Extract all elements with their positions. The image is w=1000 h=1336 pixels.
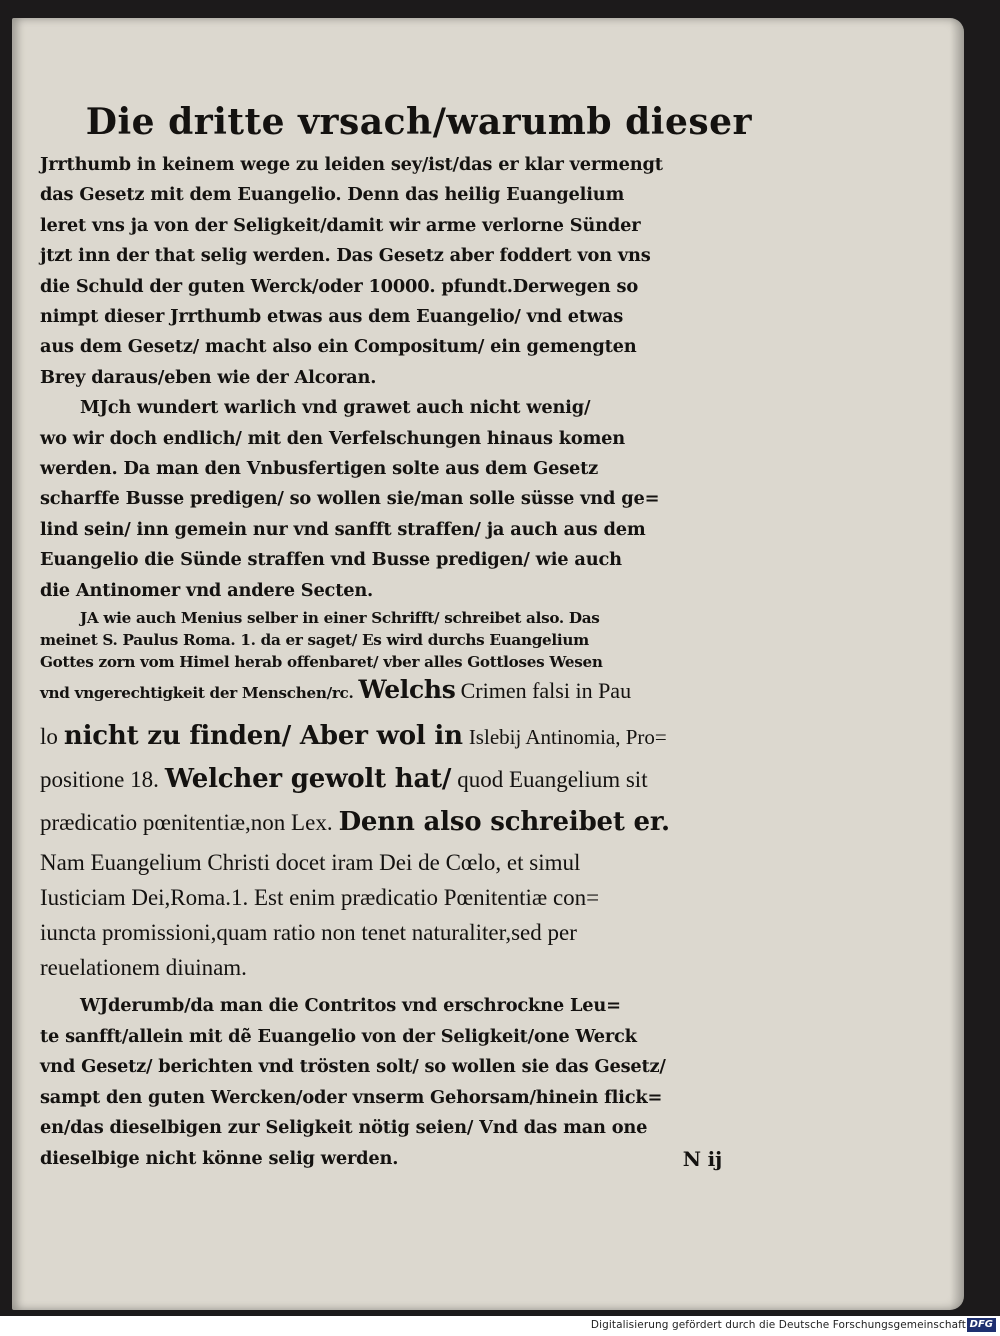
quotation-block [40,608,752,710]
dfg-logo: DFG [967,1318,996,1332]
latin-text: quod Euangelium sit [457,767,648,793]
latin-text: lo [40,724,58,750]
latin-text: Islebij Antinomia, Pro= [468,725,667,750]
text-line: die Schuld der guten Werck/oder 10000. pfundt.Derwegen so [40,275,638,297]
fraktur-text: Welcher gewolt hat/ [164,764,452,795]
text-line: MJch wundert warlich vnd grawet auch nicht wenig/ [80,397,591,419]
paragraph-3 [40,991,752,1173]
mixed-language-block [40,716,752,985]
inline-fraktur-word: Welchs [358,675,456,705]
quotation-line: meinet S. Paulus Roma. 1. da er saget/ Es wird durchs Euangelium [40,630,589,649]
fraktur-text: Denn also schreibet er. [338,807,670,838]
quotation-line-text: vnd vngerechtigkeit der Menschen/rc. [40,684,354,703]
latin-line: reuelationem diuinam. [40,955,247,981]
latin-line: iuncta promissioni,quam ratio non tenet naturaliter,sed per [40,920,577,946]
inline-latin-text: Crimen falsi in Pau [460,678,632,704]
text-line: werden. Da man den Vnbusfertigen solte aus dem Gesetz [40,458,599,480]
text-line: aus dem Gesetz/ macht also ein Compositum/ ein gemengten [40,336,637,358]
latin-line: Nam Euangelium Christi docet iram Dei de Cœlo, et simul [40,850,581,876]
text-line: vnd Gesetz/ berichten vnd trösten solt/ so wollen sie das Gesetz/ [40,1056,666,1078]
text-line: wo wir doch endlich/ mit den Verfelschungen hinaus komen [40,427,626,449]
text-line [40,1144,752,1174]
quotation-line: Gottes zorn vom Himel herab offenbaret/ vber alles Gottloses Wesen [40,652,603,671]
fraktur-text: nicht zu finden/ Aber wol in [63,721,463,752]
latin-text: positione 18. [40,767,159,793]
text-line: scharffe Busse predigen/ so wollen sie/man solle süsse vnd ge= [40,488,660,510]
mixed-line [40,716,752,759]
mixed-line [40,802,752,845]
paragraph-1 [40,150,752,393]
text-line: lind sein/ inn gemein nur vnd sanfft straffen/ ja auch aus dem [40,518,646,540]
text-line: nimpt dieser Jrrthumb etwas aus dem Euangelio/ vnd etwas [40,306,624,328]
text-line: das Gesetz mit dem Euangelio. Denn das heilig Euangelium [40,184,625,206]
funding-notice: Digitalisierung gefördert durch die Deutsche Forschungsgemeinschaft [590,1319,966,1331]
chapter-heading: Die dritte vrsach/warumb dieser [85,101,752,143]
latin-text: prædicatio pœnitentiæ,non Lex. [40,810,333,836]
text-line: te sanfft/allein mit dẽ Euangelio von der Seligkeit/one Werck [40,1025,637,1047]
footer-bar [0,1316,1000,1336]
text-line: Euangelio die Sünde straffen vnd Busse predigen/ wie auch [40,549,622,571]
mixed-line [40,759,752,802]
text-line: leret vns ja von der Seligkeit/damit wir arme verlorne Sünder [40,214,641,236]
book-page [12,18,964,1310]
text-line: Jrrthumb in keinem wege zu leiden sey/ist/das er klar vermengt [40,154,663,175]
text-block [40,94,752,1174]
quotation-line: JA wie auch Menius selber in einer Schrifft/ schreibet also. Das [80,609,600,628]
text-line: Brey daraus/eben wie der Alcoran. [40,366,377,388]
latin-line: Iusticiam Dei,Roma.1. Est enim prædicatio Pœnitentiæ con= [40,885,600,911]
signature-mark: N ij [682,1146,722,1171]
quotation-line [40,673,752,710]
last-line-text: dieselbige nicht könne selig werden. [40,1147,399,1169]
text-line: WJderumb/da man die Contritos vnd erschrockne Leu= [80,995,621,1017]
text-line: jtzt inn der that selig werden. Das Gesetz aber foddert von vns [40,245,651,267]
paragraph-2 [40,393,752,606]
text-line: en/das dieselbigen zur Seligkeit nötig seien/ Vnd das man one [40,1117,648,1139]
text-line: sampt den guten Wercken/oder vnserm Gehorsam/hinein flick= [40,1086,663,1108]
text-line: die Antinomer vnd andere Secten. [40,579,374,601]
